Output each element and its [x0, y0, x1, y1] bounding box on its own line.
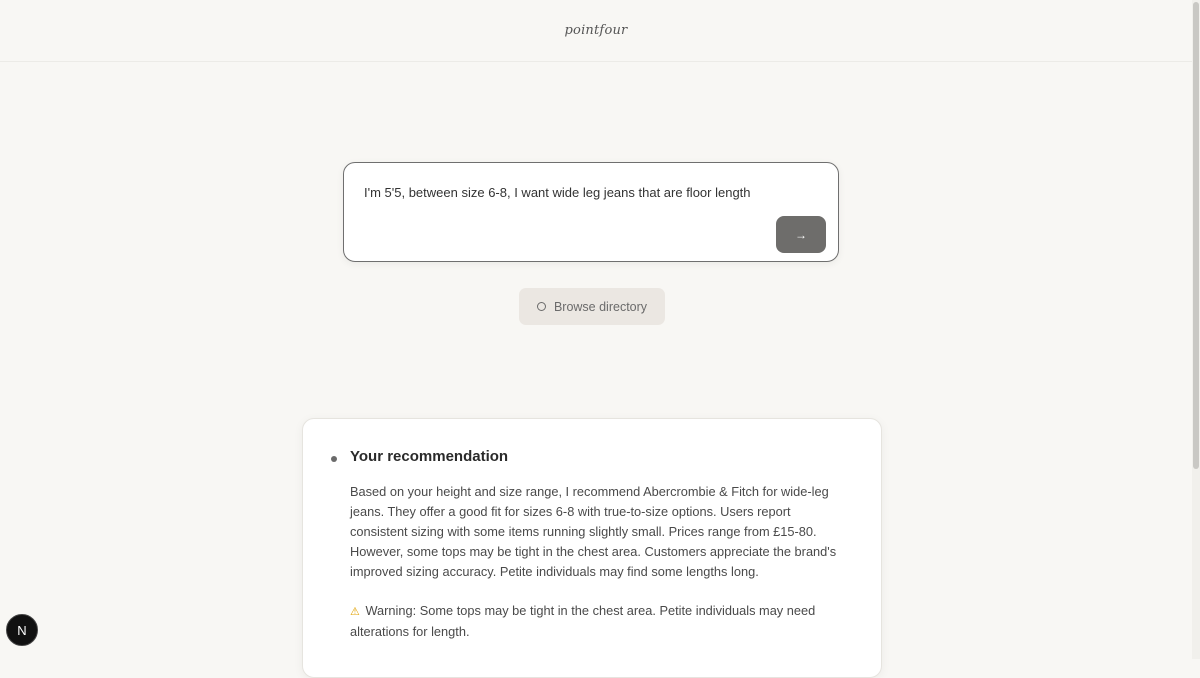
recommendation-title: Your recommendation	[350, 448, 509, 465]
warning-icon: ⚠	[350, 606, 360, 618]
recommendation-warning	[350, 601, 844, 642]
top-bar	[0, 0, 1192, 62]
browse-directory-label: Browse directory	[553, 299, 648, 314]
prompt-input-box[interactable]	[343, 162, 839, 262]
brand-logo[interactable]: pointfour	[564, 23, 628, 38]
prompt-input[interactable]: I'm 5'5, between size 6-8, I want wide leg jeans that are floor length	[364, 185, 751, 200]
recommendation-body: Based on your height and size range, I recommend Abercrombie & Fitch for wide-leg jeans. They offer a good fit for sizes 6-8 with true-to-size options. Users report consistent sizing with some items running slightly small. Prices range from £15-80. However, some tops may be tight in the chest area. Customers appreciate the brand's improved sizing accuracy. Petite individuals may find some lengths long.	[350, 484, 837, 579]
scrollbar-thumb[interactable]	[1193, 2, 1199, 469]
send-button[interactable]	[776, 216, 826, 253]
scrollbar[interactable]	[1192, 0, 1200, 659]
browse-directory-button[interactable]	[519, 288, 665, 325]
warning-text: Warning: Some tops may be tight in the chest area. Petite individuals may need alterations for length.	[350, 603, 816, 639]
circle-icon	[537, 302, 546, 311]
bullet-dot-icon	[331, 456, 337, 462]
recommendation-card	[302, 418, 882, 678]
arrow-right-icon: →	[795, 227, 807, 242]
dev-tools-badge[interactable]: N	[6, 614, 38, 646]
